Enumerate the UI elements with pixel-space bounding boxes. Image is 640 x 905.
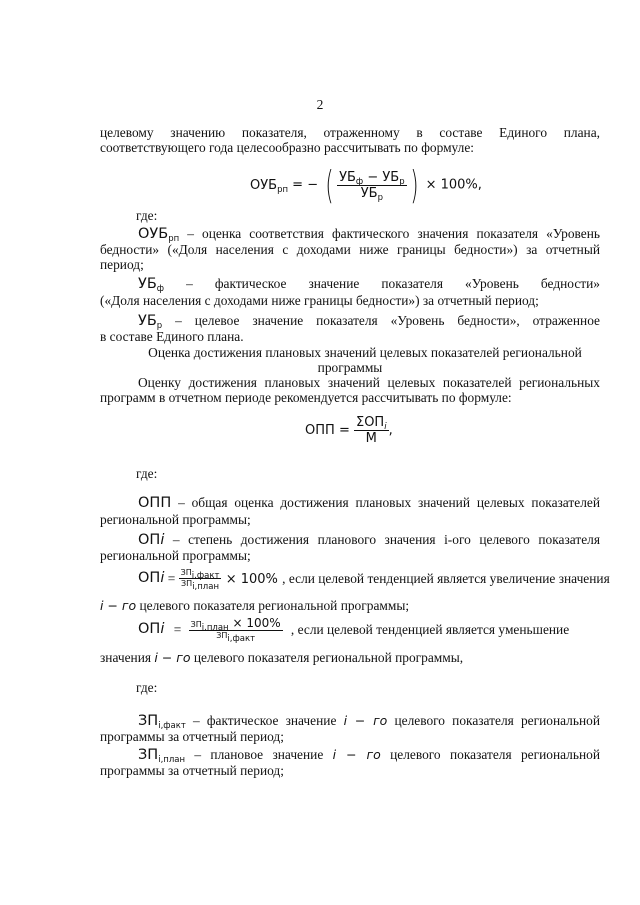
def-opi-line-2: региональной программы; bbox=[100, 548, 251, 563]
section-heading-line-1: Оценка достижения плановых значений целевых показателей региональной bbox=[148, 345, 582, 360]
def-zpp-line-2: программы за отчетный период; bbox=[100, 763, 284, 778]
def-opi-increase-symbol: ОПi bbox=[138, 570, 165, 586]
def-opp-line-1: ОПП – общая оценка достижения плановых значений целевых показателей bbox=[138, 495, 600, 511]
page-number: 2 bbox=[316, 97, 324, 112]
formula-opp bbox=[305, 415, 393, 446]
where-label-3: где: bbox=[136, 680, 158, 695]
where-label-1: где: bbox=[136, 208, 158, 223]
def-oub-line-3: период; bbox=[100, 257, 144, 272]
formula-opp-lhs: ОПП bbox=[305, 423, 335, 438]
def-ubf-line-2: («Доля населения с доходами ниже границы бедности») за отчетный период; bbox=[100, 293, 539, 308]
section-heading-line-2: программы bbox=[317, 360, 383, 375]
def-ubf-symbol: $УБ_ф$ bbox=[138, 276, 165, 294]
def-ubr-line-2: в составе Единого плана. bbox=[100, 329, 244, 344]
def-opi-symbol: ОПi bbox=[138, 532, 165, 548]
def-oub-line-2: бедности» («Доля населения с доходами ниже границы бедности») за отчетный bbox=[100, 242, 600, 257]
def-ubf-line-1: $УБ_ф$ – фактическое значение показателя «Уровень бедности» bbox=[138, 276, 600, 294]
formula-oub bbox=[250, 163, 482, 207]
def-opi-increase-line-2: i − го целевого показателя региональной программы; bbox=[100, 598, 410, 613]
def-ubr-symbol: $УБ_р$ bbox=[138, 313, 163, 331]
formula-oub-lhs: $ОУБ_{рп}$ bbox=[250, 177, 289, 195]
formula-oub-paren-close: ) bbox=[409, 163, 419, 207]
def-opi-increase-formula: $\frac{ЗП_{i,факт}}{ЗП_{i,план}}$ × 100% bbox=[180, 568, 278, 592]
def-opi-decrease-line-1: ОПi = $\frac{ЗП_{i,план} \times 100\%}{ЗП_{i,факт}}$ , если целевой тенденцией является уменьшение bbox=[138, 616, 570, 644]
def-opi-increase-line-1: ОПi = $\frac{ЗП_{i,факт}}{ЗП_{i,план}}$ × 100% , если целевой тенденцией является увеличение значения bbox=[138, 568, 610, 592]
def-ubr-line-1: $УБ_р$ – целевое значение показателя «Уровень бедности», отраженное bbox=[138, 313, 600, 331]
def-oub-symbol: $ОУБ_{рп}$ bbox=[138, 226, 180, 244]
def-opp-line-2: региональной программы; bbox=[100, 512, 251, 527]
formula-opp-tail: , bbox=[388, 423, 393, 438]
def-oub-line-1: $ОУБ_{рп}$ – оценка соответствия фактического значения показателя «Уровень bbox=[138, 226, 600, 244]
def-zpp-line-1: $ЗП_{i,план}$ – плановое значение i − го целевого показателя региональной bbox=[138, 747, 600, 765]
formula-oub-paren-open: ( bbox=[325, 163, 334, 207]
intro2-line-1: Оценку достижения плановых значений целевых показателей региональных bbox=[138, 375, 600, 390]
def-zpp-symbol: $ЗП_{i,план}$ bbox=[138, 747, 186, 765]
intro-line-1: целевому значению показателя, отраженному в составе Единого плана, bbox=[100, 125, 600, 140]
def-opi-decrease-formula: $\frac{ЗП_{i,план} \times 100\%}{ЗП_{i,факт}}$ bbox=[190, 616, 281, 644]
def-opi-decrease-symbol: ОПi bbox=[138, 621, 165, 637]
def-zpf-line-1: $ЗП_{i,факт}$ – фактическое значение i − го целевого показателя региональной bbox=[138, 713, 600, 731]
formula-oub-fraction: $\frac{УБ_ф - УБ_р}{УБ_р}$ bbox=[339, 169, 405, 203]
formula-oub-tail: × 100%, bbox=[425, 177, 482, 193]
def-opi-line-1: ОПi – степень достижения планового значения i-ого целевого показателя bbox=[138, 532, 600, 548]
formula-opp-eq: = bbox=[338, 423, 350, 438]
intro-line-2: соответствующего года целесообразно рассчитывать по формуле: bbox=[100, 140, 475, 155]
formula-oub-eq: = − bbox=[292, 177, 319, 193]
def-zpf-symbol: $ЗП_{i,факт}$ bbox=[138, 713, 186, 731]
def-opi-decrease-line-2: значения i − го целевого показателя региональной программы, bbox=[100, 650, 464, 665]
def-zpf-line-2: программы за отчетный период; bbox=[100, 729, 284, 744]
formula-opp-fraction: $\frac{\Sigma ОП_i}{М}$ bbox=[355, 415, 387, 446]
def-opp-symbol: ОПП bbox=[138, 495, 172, 511]
intro2-line-2: программ в отчетном периоде рекомендуется рассчитывать по формуле: bbox=[100, 390, 512, 405]
where-label-2: где: bbox=[136, 466, 158, 481]
